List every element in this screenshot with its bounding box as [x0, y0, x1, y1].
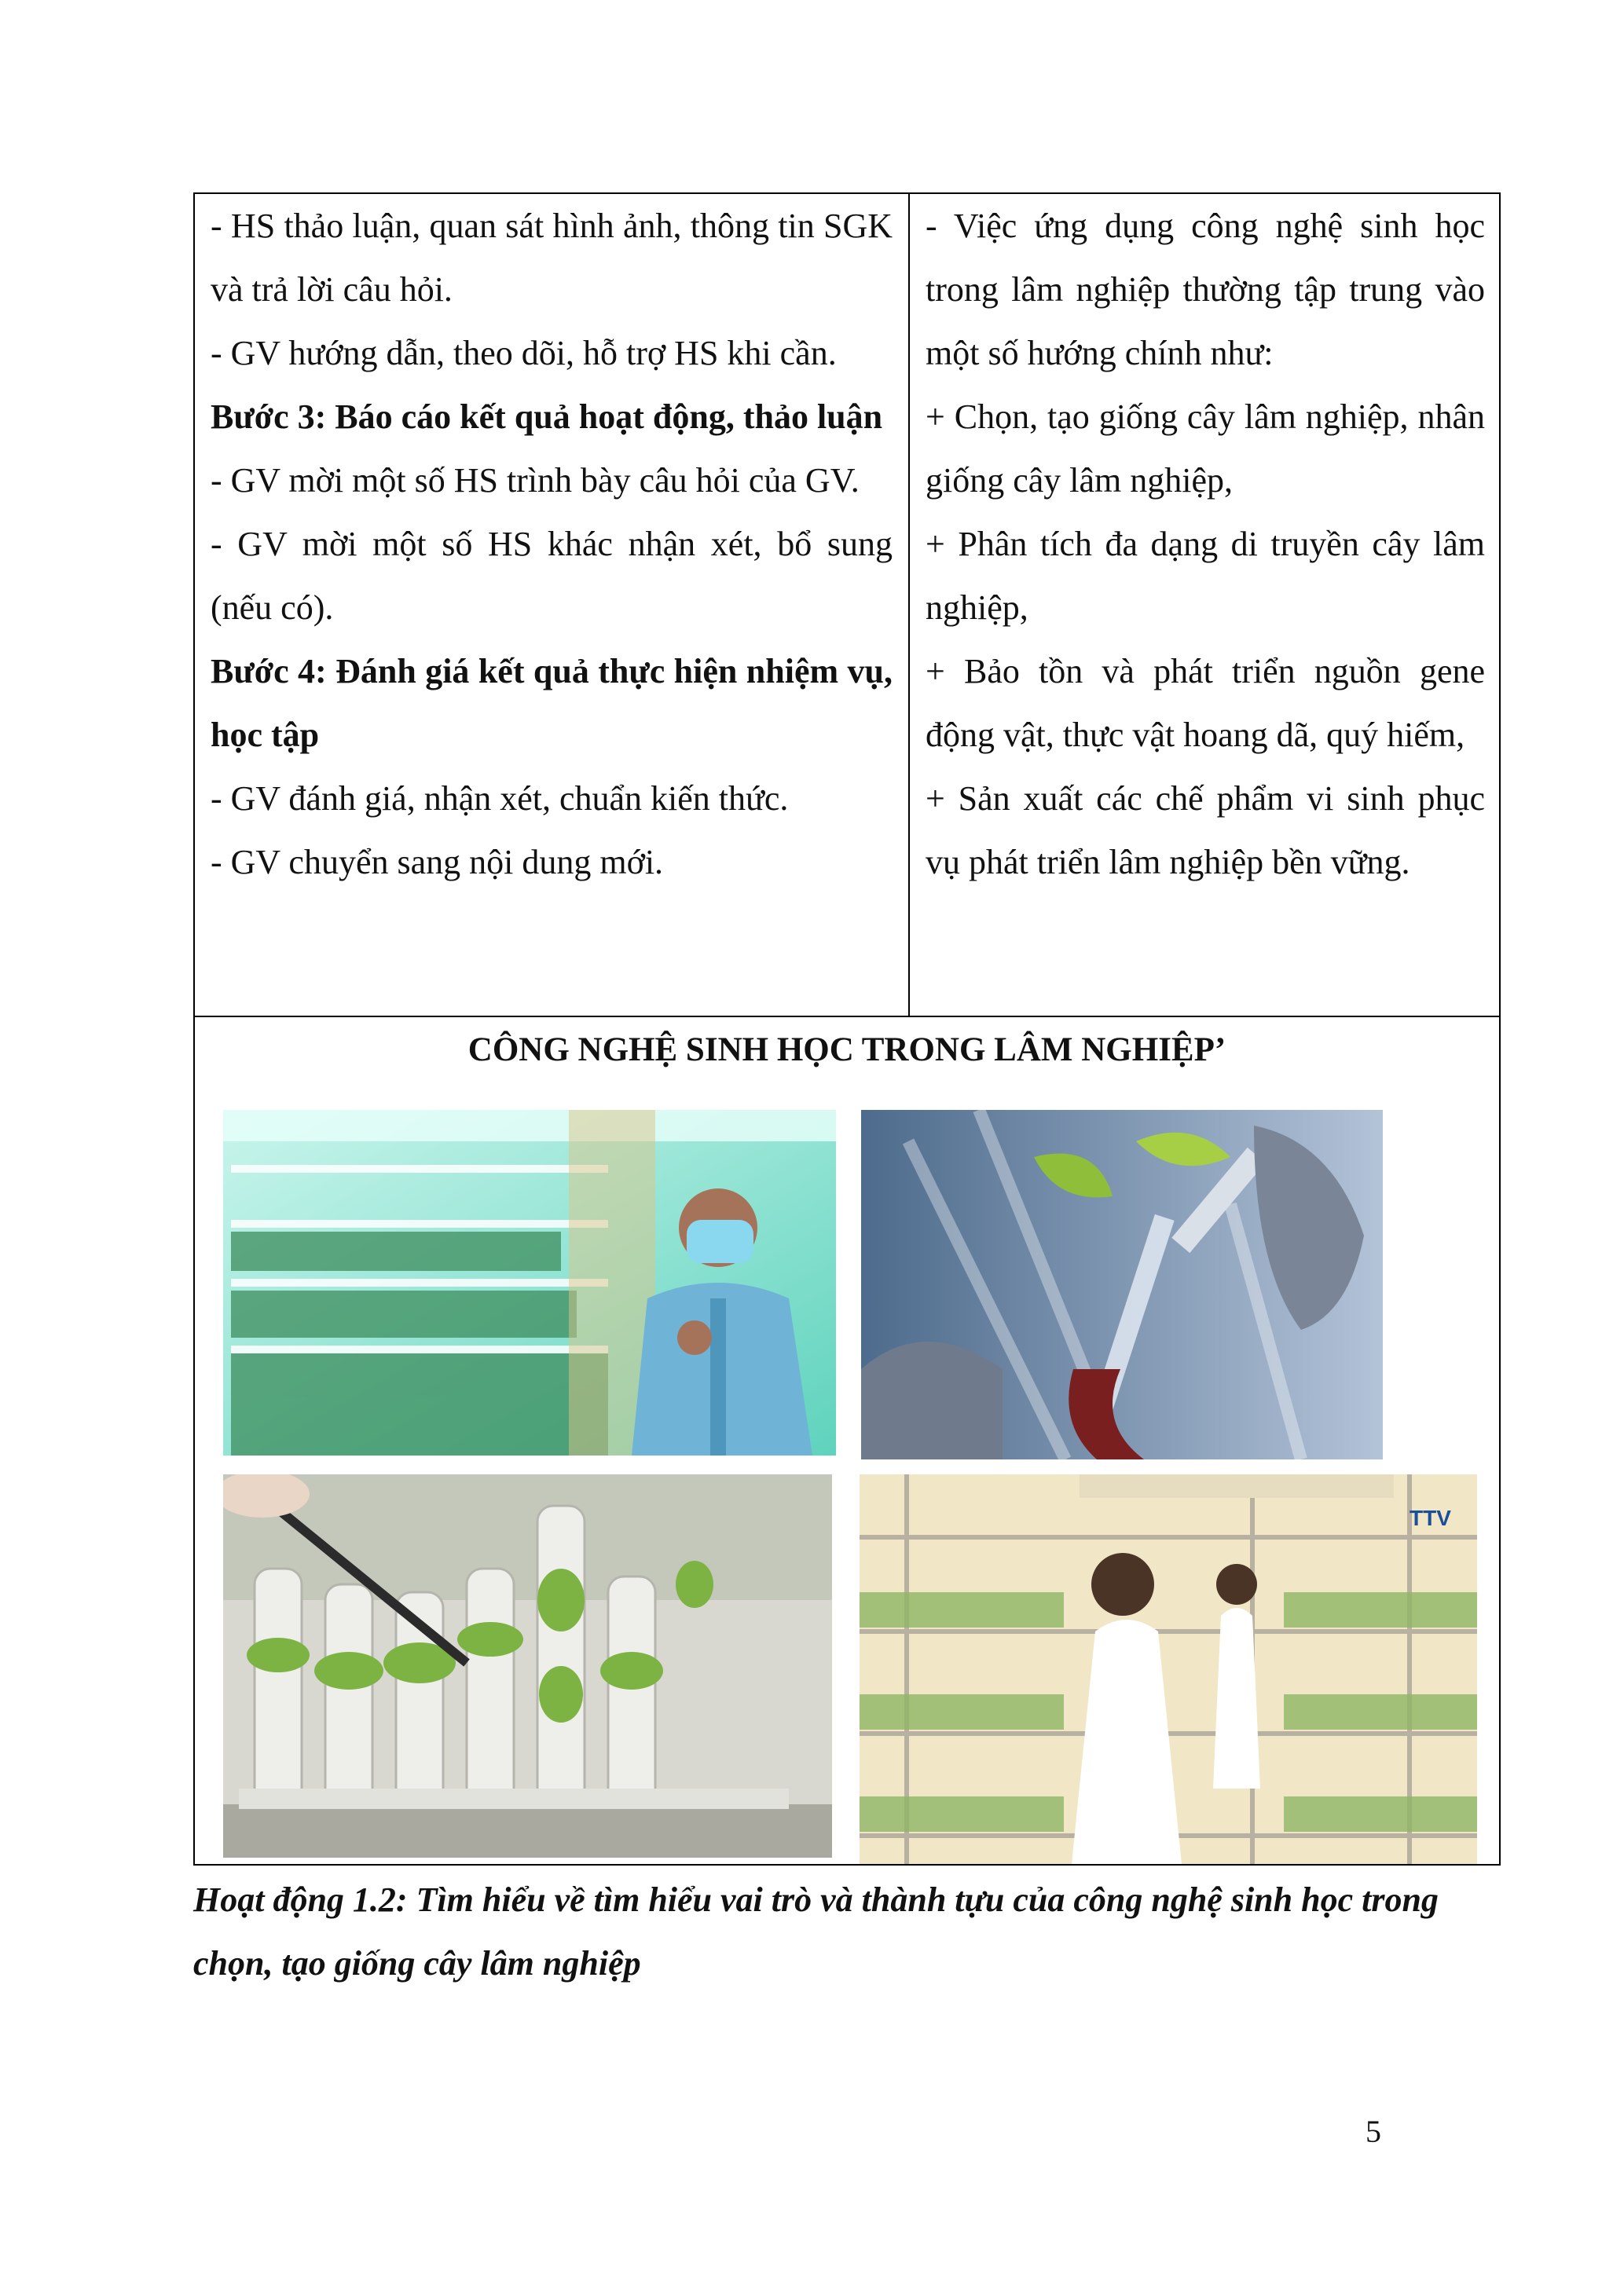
activity-step-paragraph: - GV chuyển sang nội dung mới. — [211, 843, 664, 881]
table-row-images — [195, 1017, 1499, 1866]
image-section-title: CÔNG NGHỆ SINH HỌC TRONG LÂM NGHIỆP’ — [467, 1031, 1226, 1068]
activity-heading: Hoạt động 1.2: Tìm hiểu về tìm hiểu vai trò và thành tựu của công nghệ sinh học trong chọn, tạo giống cây lâm nghiệp — [193, 1880, 1439, 1983]
test-tube-photo-illustration — [861, 1110, 1383, 1459]
plantlets-photo-illustration — [223, 1474, 832, 1858]
outcome-paragraph: + Bảo tồn và phát triển nguồn gene động vật, thực vật hoang dã, quý hiếm, — [926, 652, 1485, 754]
scientists-tissue-culture-shelves-photo — [860, 1474, 1477, 1864]
outcome-paragraph: - Việc ứng dụng công nghệ sinh học trong lâm nghiệp thường tập trung vào một số hướng chính như: — [926, 207, 1485, 372]
content-table — [193, 192, 1501, 1866]
expected-outcome-cell — [910, 194, 1501, 1016]
step-4-heading: Bước 4: Đánh giá kết quả thực hiện nhiệm vụ, học tập — [211, 652, 893, 754]
scientists-photo-illustration — [860, 1474, 1477, 1864]
activity-step-paragraph: - GV hướng dẫn, theo dõi, hỗ trợ HS khi cần. — [211, 334, 837, 372]
lab-worker-with-plant-cultures-photo — [223, 1110, 836, 1456]
table-row-activities — [195, 194, 1499, 1017]
activity-step-paragraph: - HS thảo luận, quan sát hình ảnh, thông tin SGK và trả lời câu hỏi. — [211, 207, 893, 309]
activity-step-paragraph: - GV mời một số HS khác nhận xét, bổ sung (nếu có). — [211, 525, 893, 627]
activity-step-paragraph: - GV mời một số HS trình bày câu hỏi của GV. — [211, 461, 860, 500]
outcome-paragraph: + Phân tích đa dạng di truyền cây lâm nghiệp, — [926, 525, 1485, 627]
lab-worker-photo-illustration — [223, 1110, 836, 1456]
outcome-paragraph: + Sản xuất các chế phẩm vi sinh phục vụ phát triển lâm nghiệp bền vững. — [926, 779, 1485, 881]
test-tube-pipette-leaf-photo — [861, 1110, 1383, 1459]
step-3-heading: Bước 3: Báo cáo kết quả hoạt động, thảo luận — [211, 397, 883, 436]
teacher-student-activity-cell — [195, 194, 910, 1016]
ttv-watermark: TTV — [1410, 1506, 1451, 1530]
tweezers-plantlets-test-tubes-photo — [223, 1474, 832, 1858]
activity-step-paragraph: - GV đánh giá, nhận xét, chuẩn kiến thức. — [211, 779, 789, 818]
page-number: 5 — [1366, 2114, 1381, 2149]
outcome-paragraph: + Chọn, tạo giống cây lâm nghiệp, nhân giống cây lâm nghiệp, — [926, 397, 1485, 500]
